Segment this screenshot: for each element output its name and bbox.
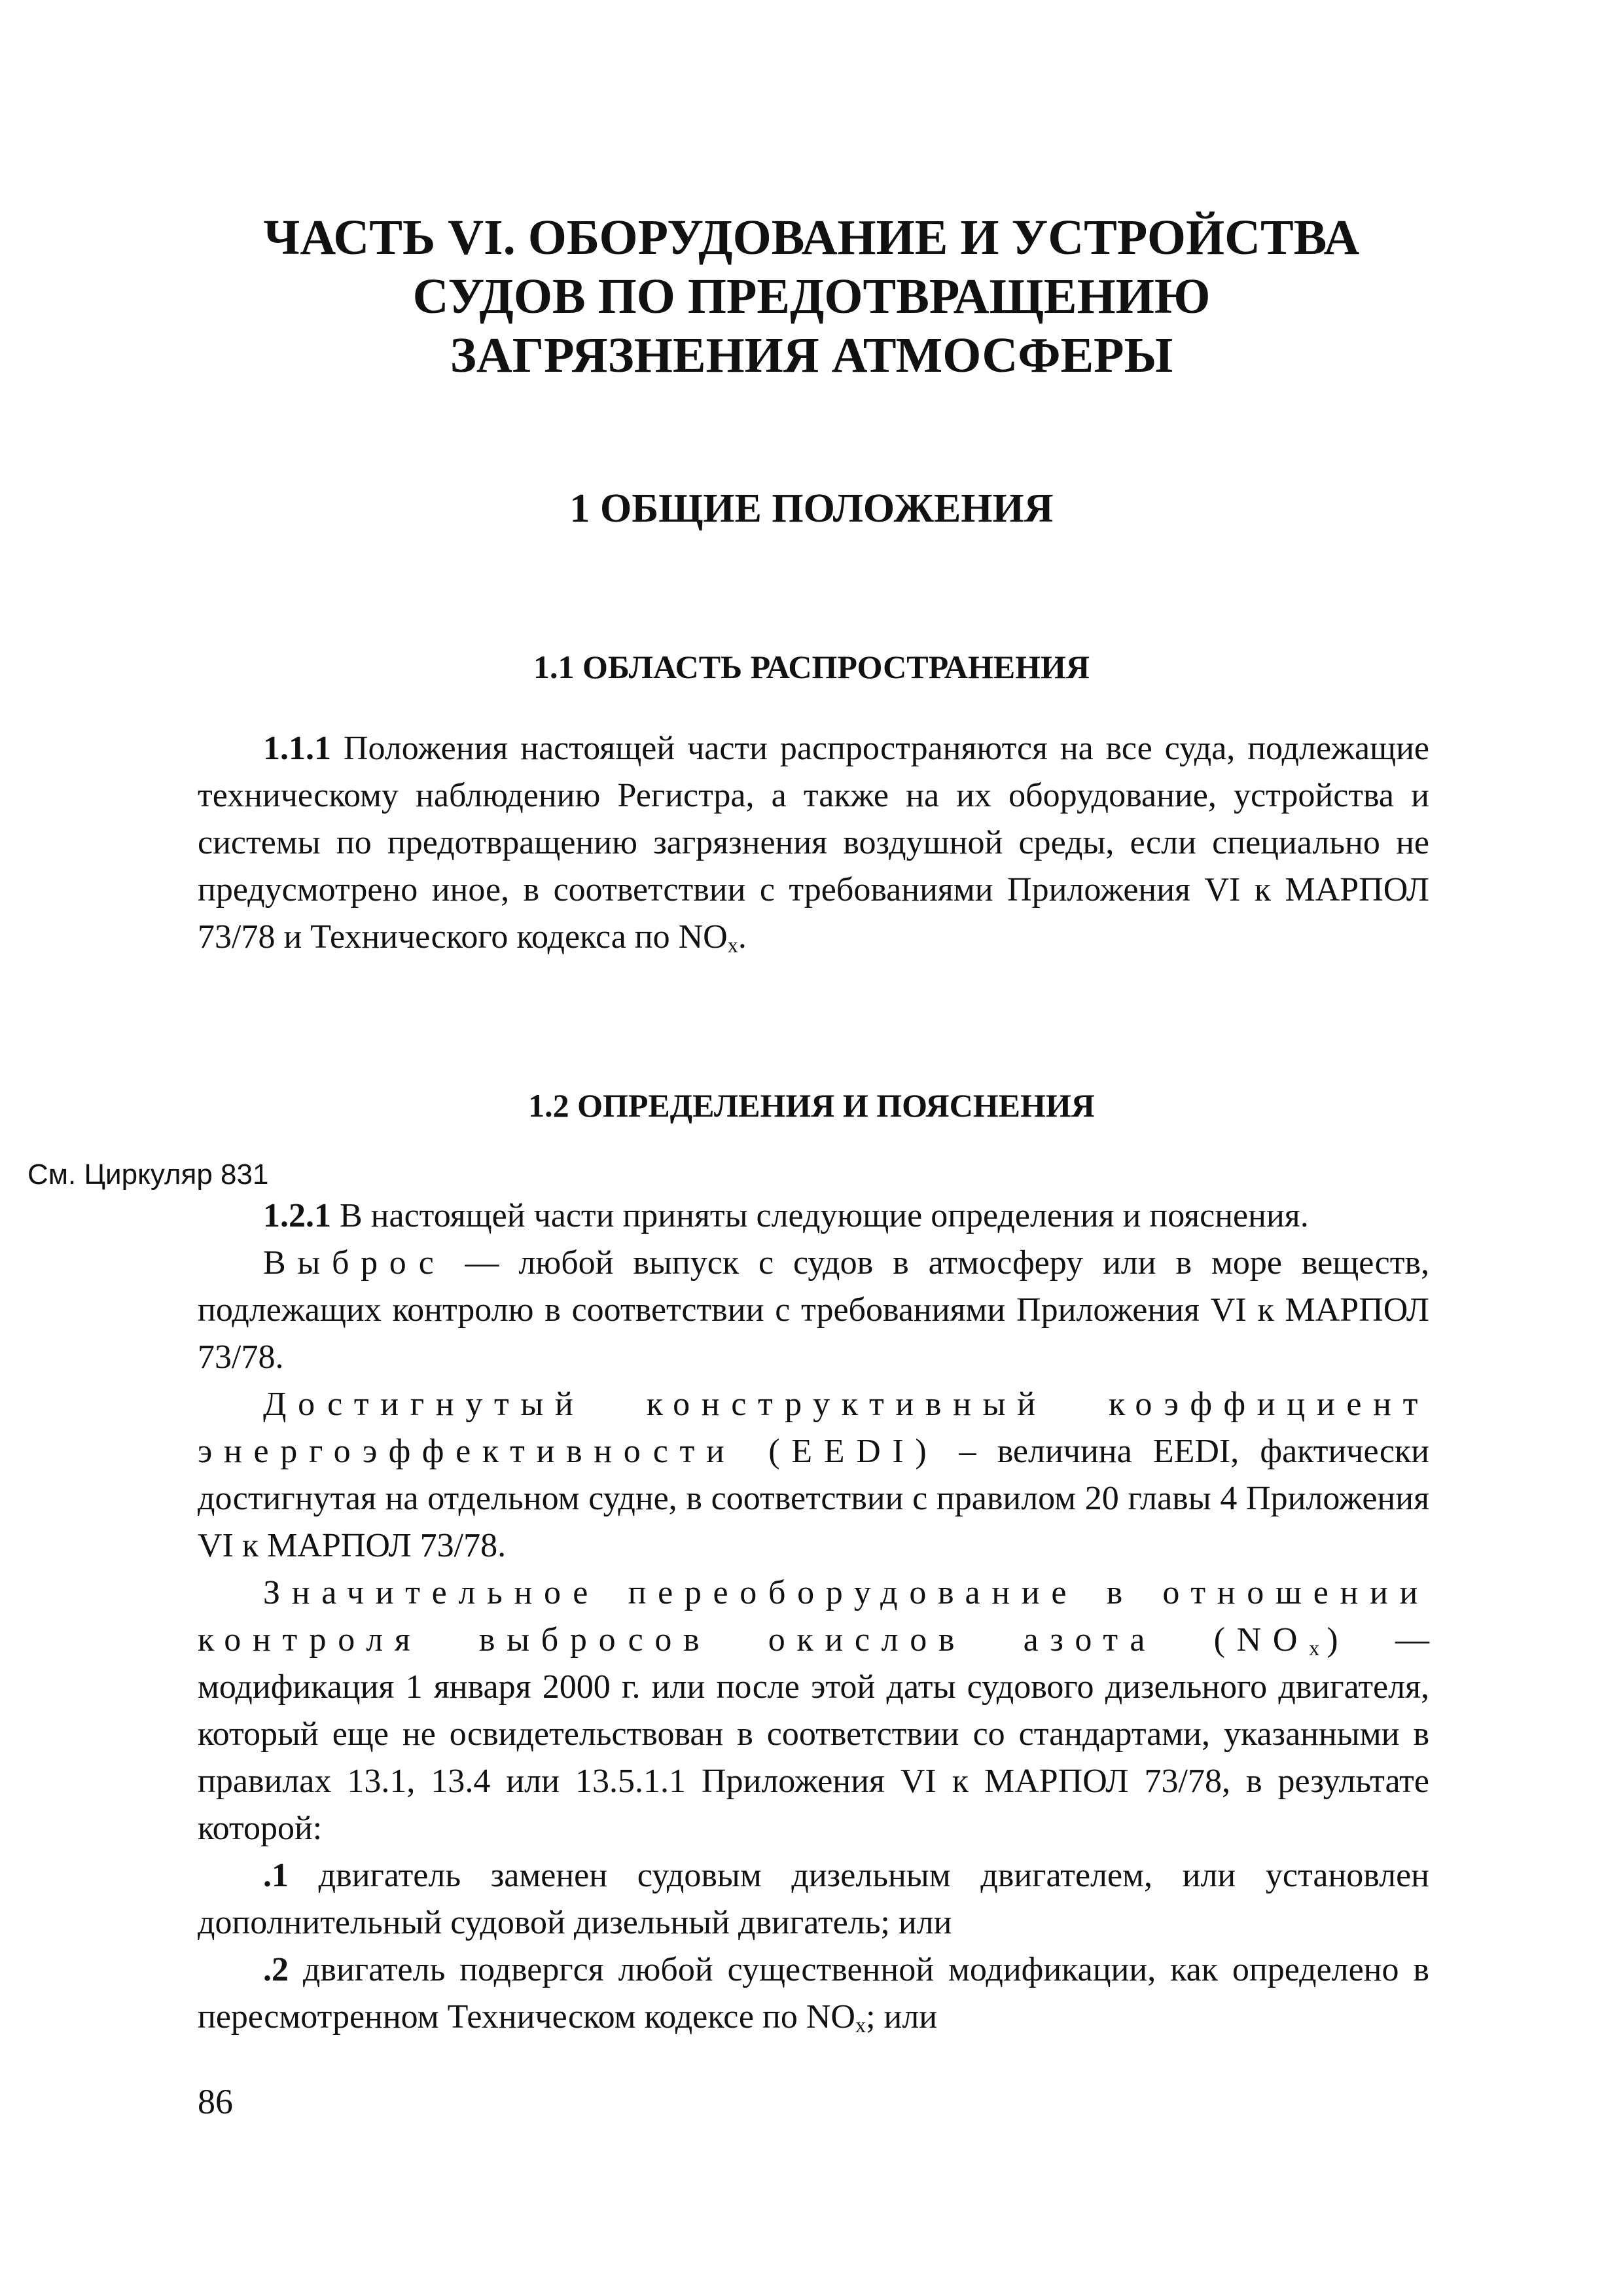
definition-emission <box>198 1240 1429 1381</box>
margin-note: См. Циркуляр 831 <box>27 1158 269 1191</box>
page-number: 86 <box>198 2082 233 2121</box>
definition-major-conversion <box>198 1570 1429 1852</box>
paragraph-text: В настоящей части приняты следующие определения и пояснения. <box>331 1197 1309 1234</box>
section-heading-1-2: 1.2 ОПРЕДЕЛЕНИЯ И ПОЯСНЕНИЯ <box>528 1087 1095 1124</box>
subscript-x: x <box>727 933 738 958</box>
list-item-end: ; или <box>866 1998 938 2036</box>
definition-text: – величина EEDI, фактически достигнутая на отдельном судне, в соответствии с правилом 20 главы 4 Приложения VI к МАРПОЛ 73/78. <box>198 1433 1429 1564</box>
paragraph-text: Положения настоящей части распространяются на все суда, подлежащие техническому наблюдению Регистра, а также на их оборудование, устройства и системы по предотвращению загрязнения воздушной среды, если специально не предусмотрено иное, в соответствии с требованиями Приложения VI к МАРПОЛ 73/78 и Технического кодекса по NO <box>198 730 1429 956</box>
paragraph-end: . <box>738 918 747 956</box>
paragraph-number: 1.2.1 <box>263 1197 331 1234</box>
paragraph-number: 1.1.1 <box>263 730 331 767</box>
list-item-text: двигатель подвергся любой существенной модификации, как определено в пересмотренном Техническом кодексе по NO <box>198 1951 1429 2036</box>
paragraph-1-1-1 <box>198 725 1429 961</box>
list-item-1 <box>198 1852 1429 1946</box>
list-item-number: .1 <box>263 1857 289 1894</box>
section-1-2-body <box>198 1193 1429 2041</box>
section-heading-1: 1 ОБЩИЕ ПОЛОЖЕНИЯ <box>569 486 1054 531</box>
part-title-line-2: СУДОВ ПО ПРЕДОТВРАЩЕНИЮ <box>412 269 1211 324</box>
paragraph-1-2-1 <box>198 1193 1429 1240</box>
subscript-x: x <box>855 2013 866 2037</box>
definition-text: — любой выпуск с судов в атмосферу или в море веществ, подлежащих контролю в соответствии с требованиями Приложения VI к МАРПОЛ 73/78. <box>198 1244 1429 1376</box>
definition-term-end: ) <box>1327 1621 1350 1659</box>
definition-term: Достигнутый конструктивный коэффициент энергоэффективности (EEDI) <box>198 1386 1429 1470</box>
definition-term: Значительное переоборудование в отношении контроля выбросов окислов азота (NO <box>198 1574 1429 1659</box>
list-item-2 <box>198 1946 1429 2041</box>
subscript-x: x <box>1309 1636 1327 1660</box>
part-title-line-3: ЗАГРЯЗНЕНИЯ АТМОСФЕРЫ <box>450 328 1173 383</box>
definition-term: Выброс <box>263 1244 446 1282</box>
list-item-text: двигатель заменен судовым дизельным двигателем, или установлен дополнительный судовой дизельный двигатель; или <box>198 1857 1429 1941</box>
part-title-line-1: ЧАСТЬ VI. ОБОРУДОВАНИЕ И УСТРОЙСТВА <box>263 210 1360 265</box>
definition-attained-eedi <box>198 1381 1429 1570</box>
section-heading-1-1: 1.1 ОБЛАСТЬ РАСПРОСТРАНЕНИЯ <box>533 649 1090 685</box>
list-item-number: .2 <box>263 1951 289 1988</box>
definition-text: — модификация 1 января 2000 г. или после этой даты судового дизельного двигателя, который еще не освидетельствован в соответствии со стандартами, указанными в правилах 13.1, 13.4 или 13.5.1.1 Приложения VI к МАРПОЛ 73/78, в результате которой: <box>198 1621 1429 1847</box>
